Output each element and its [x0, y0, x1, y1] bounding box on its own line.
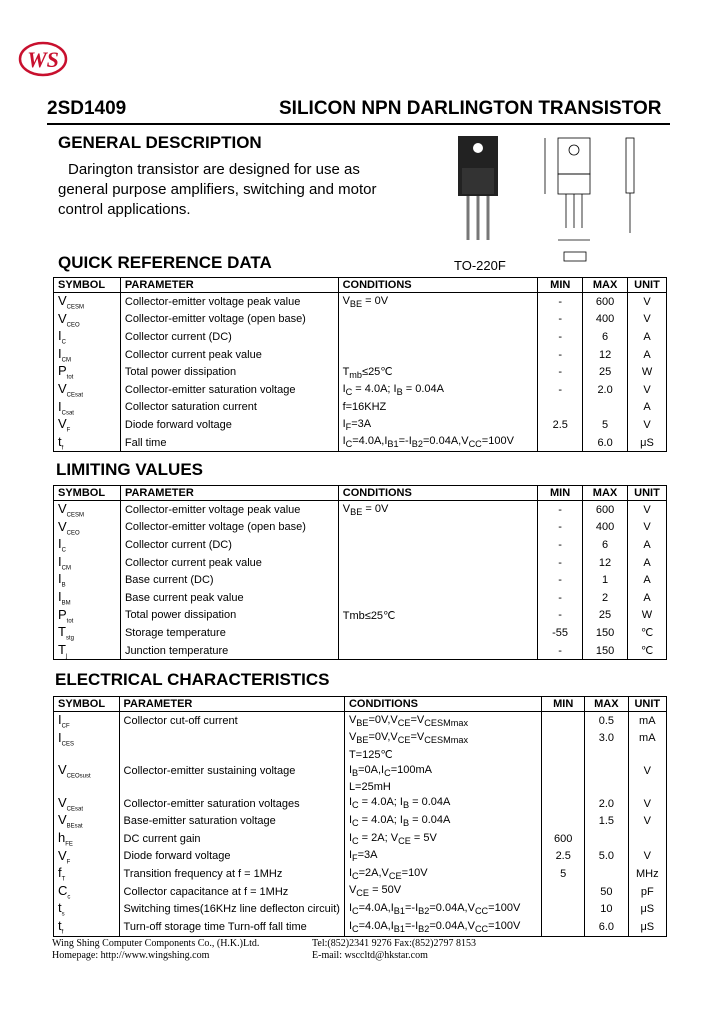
min-cell: -	[538, 501, 583, 519]
min-cell: -	[538, 328, 583, 346]
conditions-cell: $I_C = 2A$; $V_{CE} = 5V$	[344, 830, 541, 848]
symbol-cell: $I_{CF}$	[54, 712, 120, 730]
company-name: Wing Shing Computer Components Co., (H.K.)Ltd.	[52, 938, 260, 949]
parameter-cell: Junction temperature	[120, 642, 338, 660]
max-cell	[585, 830, 628, 848]
min-cell	[542, 918, 585, 936]
conditions-cell: $V_{BE}=0V,V_{CE}=V_{CESMmax}$	[344, 730, 541, 748]
general-description-heading: GENERAL DESCRIPTION	[58, 133, 262, 152]
parameter-cell: Base current peak value	[120, 589, 338, 607]
min-cell: -55	[538, 624, 583, 642]
max-cell: 12	[583, 346, 628, 364]
min-cell	[538, 434, 583, 452]
conditions-cell: $I_C=2A,V_{CE}=10V$	[344, 865, 541, 883]
conditions-cell: $T_{mb}\le 25℃$	[338, 363, 538, 381]
min-cell	[542, 780, 585, 795]
min-cell: -	[538, 381, 583, 399]
general-description-text	[58, 160, 378, 220]
table-row	[54, 712, 667, 730]
symbol-cell: $V_{CEsat}$	[54, 381, 121, 399]
table-row	[54, 363, 667, 381]
description-line: Darington transistor are designed for use as	[68, 161, 360, 178]
symbol-cell: $f_T$	[54, 865, 120, 883]
unit-cell: V	[628, 812, 666, 830]
parameter-cell	[119, 730, 344, 748]
table-row	[54, 642, 667, 660]
table-row	[54, 554, 667, 572]
min-cell: -	[538, 293, 583, 311]
unit-cell	[628, 830, 666, 848]
column-header: UNIT	[627, 486, 666, 501]
symbol-cell: $I_{BM}$	[54, 589, 121, 607]
max-cell	[585, 780, 628, 795]
unit-cell: A	[627, 554, 666, 572]
conditions-cell: $I_C=4.0A,I_{B1}=-I_{B2}=0.04A,V_{CC}=100V$	[344, 900, 541, 918]
unit-cell: V	[628, 416, 667, 434]
table-row	[54, 780, 667, 795]
column-header: CONDITIONS	[338, 486, 537, 501]
symbol-cell: $V_{CEOsust}$	[54, 762, 120, 780]
max-cell: 400	[583, 311, 628, 329]
unit-cell: A	[628, 399, 667, 417]
table-row	[54, 571, 667, 589]
min-cell	[542, 762, 585, 780]
table-row	[54, 795, 667, 813]
parameter-cell: Collector-emitter saturation voltage	[120, 381, 338, 399]
min-cell	[542, 795, 585, 813]
conditions-cell: T=125℃	[344, 747, 541, 762]
footer-left	[52, 938, 259, 962]
page-title: SILICON NPN DARLINGTON TRANSISTOR	[279, 98, 662, 119]
parameter-cell: Collector current peak value	[120, 346, 338, 364]
unit-cell: V	[628, 381, 667, 399]
min-cell: 5	[542, 865, 585, 883]
min-cell: 2.5	[542, 848, 585, 866]
table-row	[54, 589, 667, 607]
table-row	[54, 434, 667, 452]
max-cell: 400	[583, 519, 628, 537]
unit-cell: mA	[628, 712, 666, 730]
table-row	[54, 311, 667, 329]
unit-cell	[628, 747, 666, 762]
parameter-cell: Collector cut-off current	[119, 712, 344, 730]
limiting-values-table	[53, 485, 667, 660]
column-header: SYMBOL	[54, 278, 121, 293]
table-row	[54, 900, 667, 918]
symbol-cell: $I_{CM}$	[54, 554, 121, 572]
max-cell: 2	[583, 589, 628, 607]
parameter-cell: Collector current peak value	[120, 554, 338, 572]
parameter-cell	[119, 780, 344, 795]
package-photo	[458, 136, 498, 240]
parameter-cell: Base current (DC)	[120, 571, 338, 589]
max-cell: 12	[583, 554, 628, 572]
max-cell: 5.0	[585, 848, 628, 866]
parameter-cell: Diode forward voltage	[120, 416, 338, 434]
conditions-cell: $V_{BE} = 0V$	[338, 293, 538, 311]
electrical-characteristics-heading: ELECTRICAL CHARACTERISTICS	[55, 670, 330, 689]
unit-cell: μS	[628, 434, 667, 452]
symbol-cell: $V_{CEO}$	[54, 519, 121, 537]
parameter-cell: Base-emitter saturation voltage	[119, 812, 344, 830]
column-header: MIN	[538, 486, 583, 501]
max-cell: 150	[583, 642, 628, 660]
max-cell: 6	[583, 536, 628, 554]
column-header: PARAMETER	[120, 278, 338, 293]
unit-cell: ℃	[627, 642, 666, 660]
max-cell: 2.0	[583, 381, 628, 399]
part-number: 2SD1409	[47, 98, 127, 119]
max-cell: 25	[583, 363, 628, 381]
table-row	[54, 328, 667, 346]
conditions-cell: $I_C=4.0A,I_{B1}=-I_{B2}=0.04A,V_{CC}=100V$	[338, 434, 538, 452]
conditions-cell	[338, 536, 537, 554]
min-cell: 600	[542, 830, 585, 848]
column-header: SYMBOL	[54, 697, 120, 712]
unit-cell: V	[628, 293, 667, 311]
column-header: MAX	[583, 278, 628, 293]
min-cell: -	[538, 346, 583, 364]
column-header: PARAMETER	[120, 486, 338, 501]
column-header: MIN	[538, 278, 583, 293]
max-cell	[583, 399, 628, 417]
unit-cell: V	[627, 501, 666, 519]
symbol-cell	[54, 747, 120, 762]
conditions-cell	[338, 328, 538, 346]
description-line: control applications.	[58, 201, 191, 218]
conditions-cell: f=16KHZ	[338, 399, 538, 417]
company-logo	[18, 40, 68, 78]
table-row	[54, 381, 667, 399]
quick-reference-table	[53, 277, 667, 452]
symbol-cell: $I_C$	[54, 328, 121, 346]
min-cell: -	[538, 607, 583, 625]
max-cell: 6.0	[585, 918, 628, 936]
unit-cell: V	[628, 762, 666, 780]
conditions-cell: $I_F=3A$	[344, 848, 541, 866]
min-cell	[542, 730, 585, 748]
parameter-cell: Turn-off storage time Turn-off fall time	[119, 918, 344, 936]
symbol-cell: $h_{FE}$	[54, 830, 120, 848]
min-cell	[542, 712, 585, 730]
conditions-cell: L=25mH	[344, 780, 541, 795]
conditions-cell	[338, 589, 537, 607]
conditions-cell	[338, 346, 538, 364]
max-cell: 2.0	[585, 795, 628, 813]
min-cell: -	[538, 519, 583, 537]
column-header: CONDITIONS	[344, 697, 541, 712]
parameter-cell: Transition frequency at f = 1MHz	[119, 865, 344, 883]
contact-phone: Tel:(852)2341 9276 Fax:(852)2797 8153	[312, 938, 477, 949]
homepage-link[interactable]: Homepage: http://www.wingshing.com	[52, 950, 210, 961]
table-row	[54, 624, 667, 642]
unit-cell: V	[628, 311, 667, 329]
conditions-cell: $V_{BE}=0V,V_{CE}=V_{CESMmax}$	[344, 712, 541, 730]
max-cell: 1	[583, 571, 628, 589]
unit-cell: V	[628, 795, 666, 813]
unit-cell: A	[627, 536, 666, 554]
limiting-values-heading: LIMITING VALUES	[56, 460, 204, 479]
max-cell: 10	[585, 900, 628, 918]
parameter-cell: DC current gain	[119, 830, 344, 848]
parameter-cell: Collector-emitter voltage (open base)	[120, 519, 338, 537]
column-header: PARAMETER	[119, 697, 344, 712]
min-cell: -	[538, 311, 583, 329]
min-cell: -	[538, 571, 583, 589]
symbol-cell: $V_{CEsat}$	[54, 795, 120, 813]
unit-cell: V	[627, 519, 666, 537]
max-cell: 5	[583, 416, 628, 434]
table-row	[54, 399, 667, 417]
unit-cell: A	[628, 328, 667, 346]
min-cell	[538, 399, 583, 417]
contact-email[interactable]: E-mail: wsccltd@hkstar.com	[312, 950, 428, 961]
unit-cell: μS	[628, 918, 666, 936]
unit-cell	[628, 780, 666, 795]
min-cell	[542, 747, 585, 762]
min-cell	[542, 883, 585, 901]
parameter-cell: Collector-emitter voltage peak value	[120, 501, 338, 519]
symbol-cell: $V_F$	[54, 848, 120, 866]
conditions-cell: $I_C = 4.0A$; $I_B = 0.04A$	[344, 812, 541, 830]
table-row	[54, 607, 667, 625]
unit-cell: A	[627, 589, 666, 607]
dimension-outline	[545, 138, 634, 261]
table-row	[54, 762, 667, 780]
conditions-cell: $I_C = 4.0A$; $I_B = 0.04A$	[338, 381, 538, 399]
table-row	[54, 883, 667, 901]
min-cell: -	[538, 589, 583, 607]
column-header: UNIT	[628, 697, 666, 712]
conditions-cell	[338, 571, 537, 589]
table-row	[54, 747, 667, 762]
max-cell: 50	[585, 883, 628, 901]
symbol-cell: $V_F$	[54, 416, 121, 434]
table-row	[54, 519, 667, 537]
table-row	[54, 865, 667, 883]
symbol-cell: $t_f$	[54, 434, 121, 452]
electrical-characteristics-table	[53, 696, 667, 937]
table-row	[54, 918, 667, 936]
unit-cell: V	[628, 848, 666, 866]
unit-cell: mA	[628, 730, 666, 748]
symbol-cell: $I_{CES}$	[54, 730, 120, 748]
max-cell: 600	[583, 293, 628, 311]
parameter-cell	[119, 747, 344, 762]
description-line: general purpose amplifiers, switching and motor	[58, 181, 377, 198]
footer-right	[312, 938, 476, 962]
symbol-cell: $T_j$	[54, 642, 121, 660]
min-cell: -	[538, 536, 583, 554]
symbol-cell: $C_c$	[54, 883, 120, 901]
parameter-cell: Total power dissipation	[120, 607, 338, 625]
symbol-cell	[54, 780, 120, 795]
min-cell	[542, 900, 585, 918]
symbol-cell: $V_{CEO}$	[54, 311, 121, 329]
table-row	[54, 848, 667, 866]
parameter-cell: Collector capacitance at f = 1MHz	[119, 883, 344, 901]
table-row	[54, 812, 667, 830]
symbol-cell: $V_{CESM}$	[54, 293, 121, 311]
table-row	[54, 416, 667, 434]
parameter-cell: Switching times(16KHz line deflecton circuit)	[119, 900, 344, 918]
conditions-cell: $I_C = 4.0A$; $I_B = 0.04A$	[344, 795, 541, 813]
title-divider	[47, 123, 670, 125]
min-cell	[542, 812, 585, 830]
column-header: MAX	[583, 486, 628, 501]
parameter-cell: Fall time	[120, 434, 338, 452]
parameter-cell: Collector-emitter voltage peak value	[120, 293, 338, 311]
parameter-cell: Diode forward voltage	[119, 848, 344, 866]
unit-cell: A	[627, 571, 666, 589]
parameter-cell: Collector saturation current	[120, 399, 338, 417]
max-cell: 6	[583, 328, 628, 346]
symbol-cell: $I_C$	[54, 536, 121, 554]
symbol-cell: $T_{stg}$	[54, 624, 121, 642]
symbol-cell: $P_{tot}$	[54, 607, 121, 625]
table-row	[54, 830, 667, 848]
parameter-cell: Storage temperature	[120, 624, 338, 642]
max-cell	[585, 747, 628, 762]
max-cell: 3.0	[585, 730, 628, 748]
min-cell: -	[538, 642, 583, 660]
parameter-cell: Collector-emitter saturation voltages	[119, 795, 344, 813]
conditions-cell	[338, 554, 537, 572]
max-cell: 150	[583, 624, 628, 642]
conditions-cell: $I_C=4.0A,I_{B1}=-I_{B2}=0.04A,V_{CC}=100V$	[344, 918, 541, 936]
table-row	[54, 536, 667, 554]
column-header: SYMBOL	[54, 486, 121, 501]
unit-cell: MHz	[628, 865, 666, 883]
conditions-cell	[338, 519, 537, 537]
symbol-cell: $I_{Csat}$	[54, 399, 121, 417]
quick-reference-heading: QUICK REFERENCE DATA	[58, 253, 272, 272]
conditions-cell	[338, 642, 537, 660]
conditions-cell: $I_B=0A,I_C=100mA$	[344, 762, 541, 780]
conditions-cell: $V_{BE} = 0V$	[338, 501, 537, 519]
package-drawing	[440, 128, 680, 268]
conditions-cell: Tmb≤25℃	[338, 607, 537, 625]
table-row	[54, 346, 667, 364]
symbol-cell: $I_{CM}$	[54, 346, 121, 364]
unit-cell: A	[628, 346, 667, 364]
table-row	[54, 501, 667, 519]
column-header: MAX	[585, 697, 628, 712]
symbol-cell: $P_{tot}$	[54, 363, 121, 381]
parameter-cell: Collector current (DC)	[120, 328, 338, 346]
max-cell: 600	[583, 501, 628, 519]
symbol-cell: $V_{BEsat}$	[54, 812, 120, 830]
package-label: TO-220F	[454, 258, 506, 273]
parameter-cell: Collector current (DC)	[120, 536, 338, 554]
svg-text:WS: WS	[27, 47, 59, 72]
parameter-cell: Total power dissipation	[120, 363, 338, 381]
column-header: CONDITIONS	[338, 278, 538, 293]
unit-cell: μS	[628, 900, 666, 918]
max-cell: 6.0	[583, 434, 628, 452]
parameter-cell: Collector-emitter voltage (open base)	[120, 311, 338, 329]
column-header: UNIT	[628, 278, 667, 293]
unit-cell: W	[628, 363, 667, 381]
symbol-cell: $t_s$	[54, 900, 120, 918]
table-row	[54, 293, 667, 311]
symbol-cell: $V_{CESM}$	[54, 501, 121, 519]
parameter-cell: Collector-emitter sustaining voltage	[119, 762, 344, 780]
max-cell: 0.5	[585, 712, 628, 730]
unit-cell: W	[627, 607, 666, 625]
table-row	[54, 730, 667, 748]
unit-cell: pF	[628, 883, 666, 901]
min-cell: -	[538, 363, 583, 381]
min-cell: 2.5	[538, 416, 583, 434]
symbol-cell: $t_f$	[54, 918, 120, 936]
column-header: MIN	[542, 697, 585, 712]
conditions-cell: $V_{CE} = 50V$	[344, 883, 541, 901]
conditions-cell	[338, 624, 537, 642]
symbol-cell: $I_B$	[54, 571, 121, 589]
unit-cell: ℃	[627, 624, 666, 642]
max-cell: 25	[583, 607, 628, 625]
conditions-cell: $I_F=3A$	[338, 416, 538, 434]
max-cell: 1.5	[585, 812, 628, 830]
max-cell	[585, 762, 628, 780]
min-cell: -	[538, 554, 583, 572]
max-cell	[585, 865, 628, 883]
conditions-cell	[338, 311, 538, 329]
